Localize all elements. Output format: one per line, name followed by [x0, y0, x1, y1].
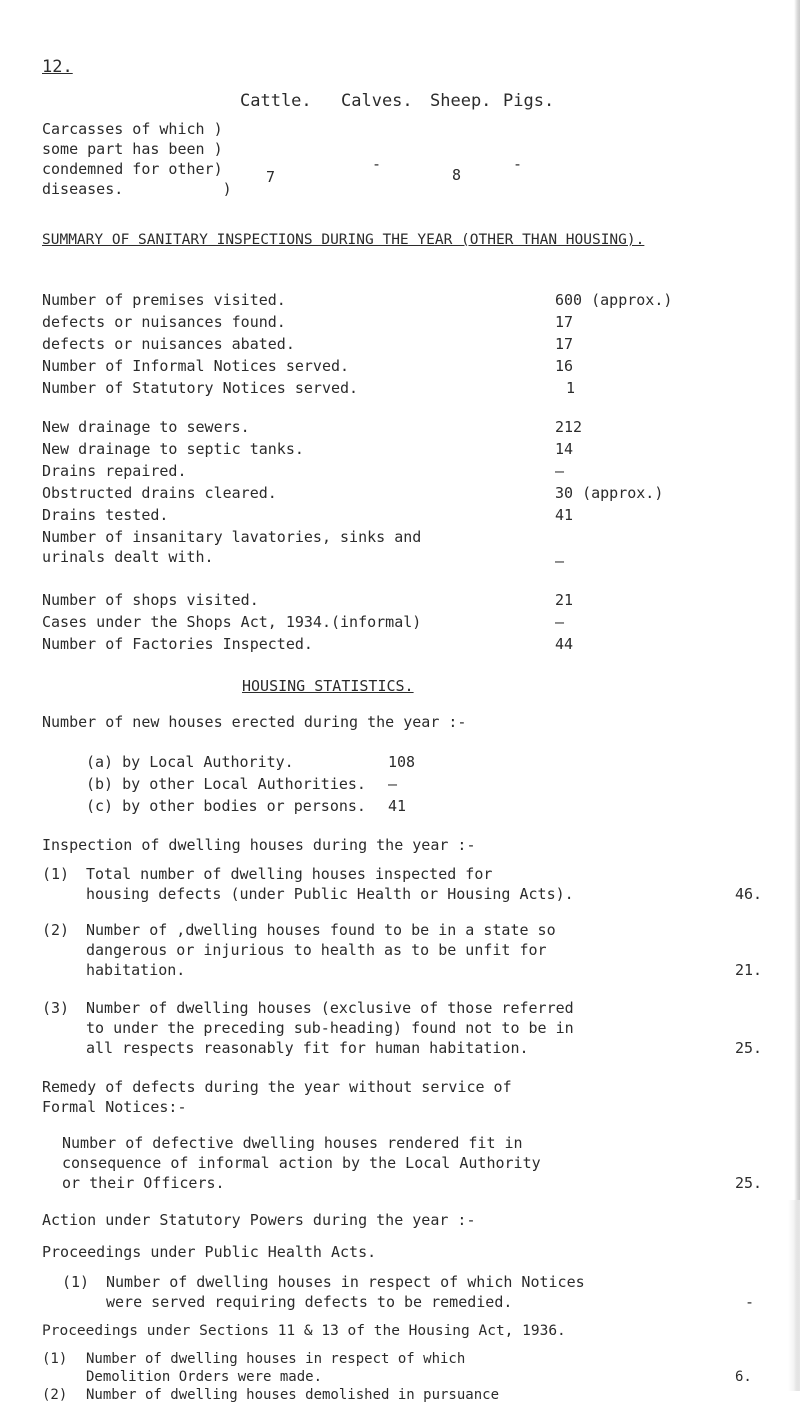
new-houses-label: (b) by other Local Authorities. [86, 775, 366, 793]
summary-title: SUMMARY OF SANITARY INSPECTIONS DURING THE YEAR (OTHER THAN HOUSING). [42, 232, 645, 248]
informal-action-line: Number of defective dwelling houses rendered fit in [62, 1134, 523, 1152]
inspection-item-number: (2) [42, 921, 70, 939]
ha-item-number: (2) [42, 1387, 68, 1403]
inspection-item-value: 25. [735, 1039, 763, 1057]
summary-row-value: — [555, 613, 565, 631]
ha-item-value: 6. [735, 1369, 752, 1385]
summary-row-label: urinals dealt with. [42, 548, 214, 566]
summary-row-label: New drainage to sewers. [42, 418, 250, 436]
inspection-item-value: 21. [735, 961, 763, 979]
summary-row-label: Number of Informal Notices served. [42, 357, 350, 375]
ha-item-number: (1) [42, 1351, 68, 1367]
header-sheep: Sheep. [430, 91, 492, 111]
inspection-item-line: Number of ,dwelling houses found to be in a state so [86, 921, 556, 939]
carcass-label-line: condemned for other) [42, 160, 223, 178]
summary-row-value: 16 [555, 357, 574, 375]
inspection-item-line: habitation. [86, 961, 186, 979]
new-houses-value: — [388, 775, 398, 793]
summary-row-label: New drainage to septic tanks. [42, 440, 304, 458]
inspection-item-value: 46. [735, 885, 763, 903]
summary-row-value: 30 (approx.) [555, 484, 664, 502]
ha-heading: Proceedings under Sections 11 & 13 of the Housing Act, 1936. [42, 1323, 566, 1339]
summary-row-value: 17 [555, 313, 574, 331]
statutory-intro: Action under Statutory Powers during the year :- [42, 1211, 476, 1229]
inspection-intro: Inspection of dwelling houses during the year :- [42, 836, 476, 854]
value-pigs: - [513, 155, 523, 173]
header-pigs: Pigs. [503, 91, 555, 111]
remedy-heading-line: Remedy of defects during the year without service of [42, 1078, 512, 1096]
inspection-item-line: dangerous or injurious to health as to be unfit for [86, 941, 547, 959]
pha-heading: Proceedings under Public Health Acts. [42, 1243, 377, 1261]
ha-item-line: Demolition Orders were made. [86, 1369, 323, 1385]
summary-row-label: Drains tested. [42, 506, 169, 524]
housing-title: HOUSING STATISTICS. [242, 677, 414, 695]
page-edge-shadow-lower [788, 1200, 800, 1391]
new-houses-value: 41 [388, 797, 407, 815]
summary-row-label: Number of Statutory Notices served. [42, 379, 359, 397]
new-houses-intro: Number of new houses erected during the year :- [42, 713, 467, 731]
ha-item-2-clip [0, 1386, 800, 1403]
summary-row-label: Drains repaired. [42, 462, 187, 480]
summary-row-value: 212 [555, 418, 583, 436]
inspection-item-number: (3) [42, 999, 70, 1017]
carcass-label-line: Carcasses of which ) [42, 120, 223, 138]
summary-row-value: — [555, 462, 565, 480]
summary-row-label: Obstructed drains cleared. [42, 484, 277, 502]
inspection-item-line: housing defects (under Public Health or Housing Acts). [86, 885, 574, 903]
summary-row-value: 44 [555, 635, 574, 653]
summary-row-value: — [555, 552, 565, 570]
summary-row-label: Number of insanitary lavatories, sinks and [42, 528, 422, 546]
inspection-item-line: Number of dwelling houses (exclusive of those referred [86, 999, 574, 1017]
value-cattle: 7 [266, 168, 276, 186]
informal-action-line: or their Officers. [62, 1174, 225, 1192]
summary-row-label: Number of Factories Inspected. [42, 635, 313, 653]
page-number: 12. [42, 57, 73, 77]
new-houses-label: (a) by Local Authority. [86, 753, 294, 771]
summary-row-value: 14 [555, 440, 574, 458]
page-edge-shadow [794, 0, 800, 1391]
carcass-label-line: some part has been ) [42, 140, 223, 158]
informal-action-value: 25. [735, 1174, 763, 1192]
inspection-item-line: all respects reasonably fit for human habitation. [86, 1039, 529, 1057]
informal-action-line: consequence of informal action by the Local Authority [62, 1154, 541, 1172]
pha-item-line: Number of dwelling houses in respect of which Notices [106, 1273, 585, 1291]
ha-item-line: Number of dwelling houses in respect of which [86, 1351, 466, 1367]
header-calves: Calves. [341, 91, 413, 111]
summary-row-label: Number of premises visited. [42, 291, 286, 309]
summary-row-label: defects or nuisances found. [42, 313, 286, 331]
summary-row-label: defects or nuisances abated. [42, 335, 295, 353]
inspection-item-line: to under the preceding sub-heading) found not to be in [86, 1019, 574, 1037]
pha-item-line: were served requiring defects to be remedied. [106, 1293, 513, 1311]
new-houses-value: 108 [388, 753, 416, 771]
summary-row-label: Number of shops visited. [42, 591, 259, 609]
summary-row-value: 600 (approx.) [555, 291, 673, 309]
new-houses-label: (c) by other bodies or persons. [86, 797, 366, 815]
pha-item-number: (1) [62, 1273, 90, 1291]
summary-row-label: Cases under the Shops Act, 1934.(informal) [42, 613, 422, 631]
carcass-label-line: diseases. ) [42, 180, 232, 198]
summary-row-value: 41 [555, 506, 574, 524]
summary-row-value: 1 [566, 379, 576, 397]
header-cattle: Cattle. [240, 91, 312, 111]
value-sheep: 8 [452, 166, 462, 184]
ha-item-line: Number of dwelling houses demolished in pursuance [86, 1387, 500, 1403]
inspection-item-line: Total number of dwelling houses inspected for [86, 865, 493, 883]
pha-item-value: - [745, 1293, 755, 1311]
value-calves: - [372, 155, 382, 173]
summary-row-value: 17 [555, 335, 574, 353]
summary-row-value: 21 [555, 591, 574, 609]
inspection-item-number: (1) [42, 865, 70, 883]
remedy-heading-line: Formal Notices:- [42, 1098, 187, 1116]
